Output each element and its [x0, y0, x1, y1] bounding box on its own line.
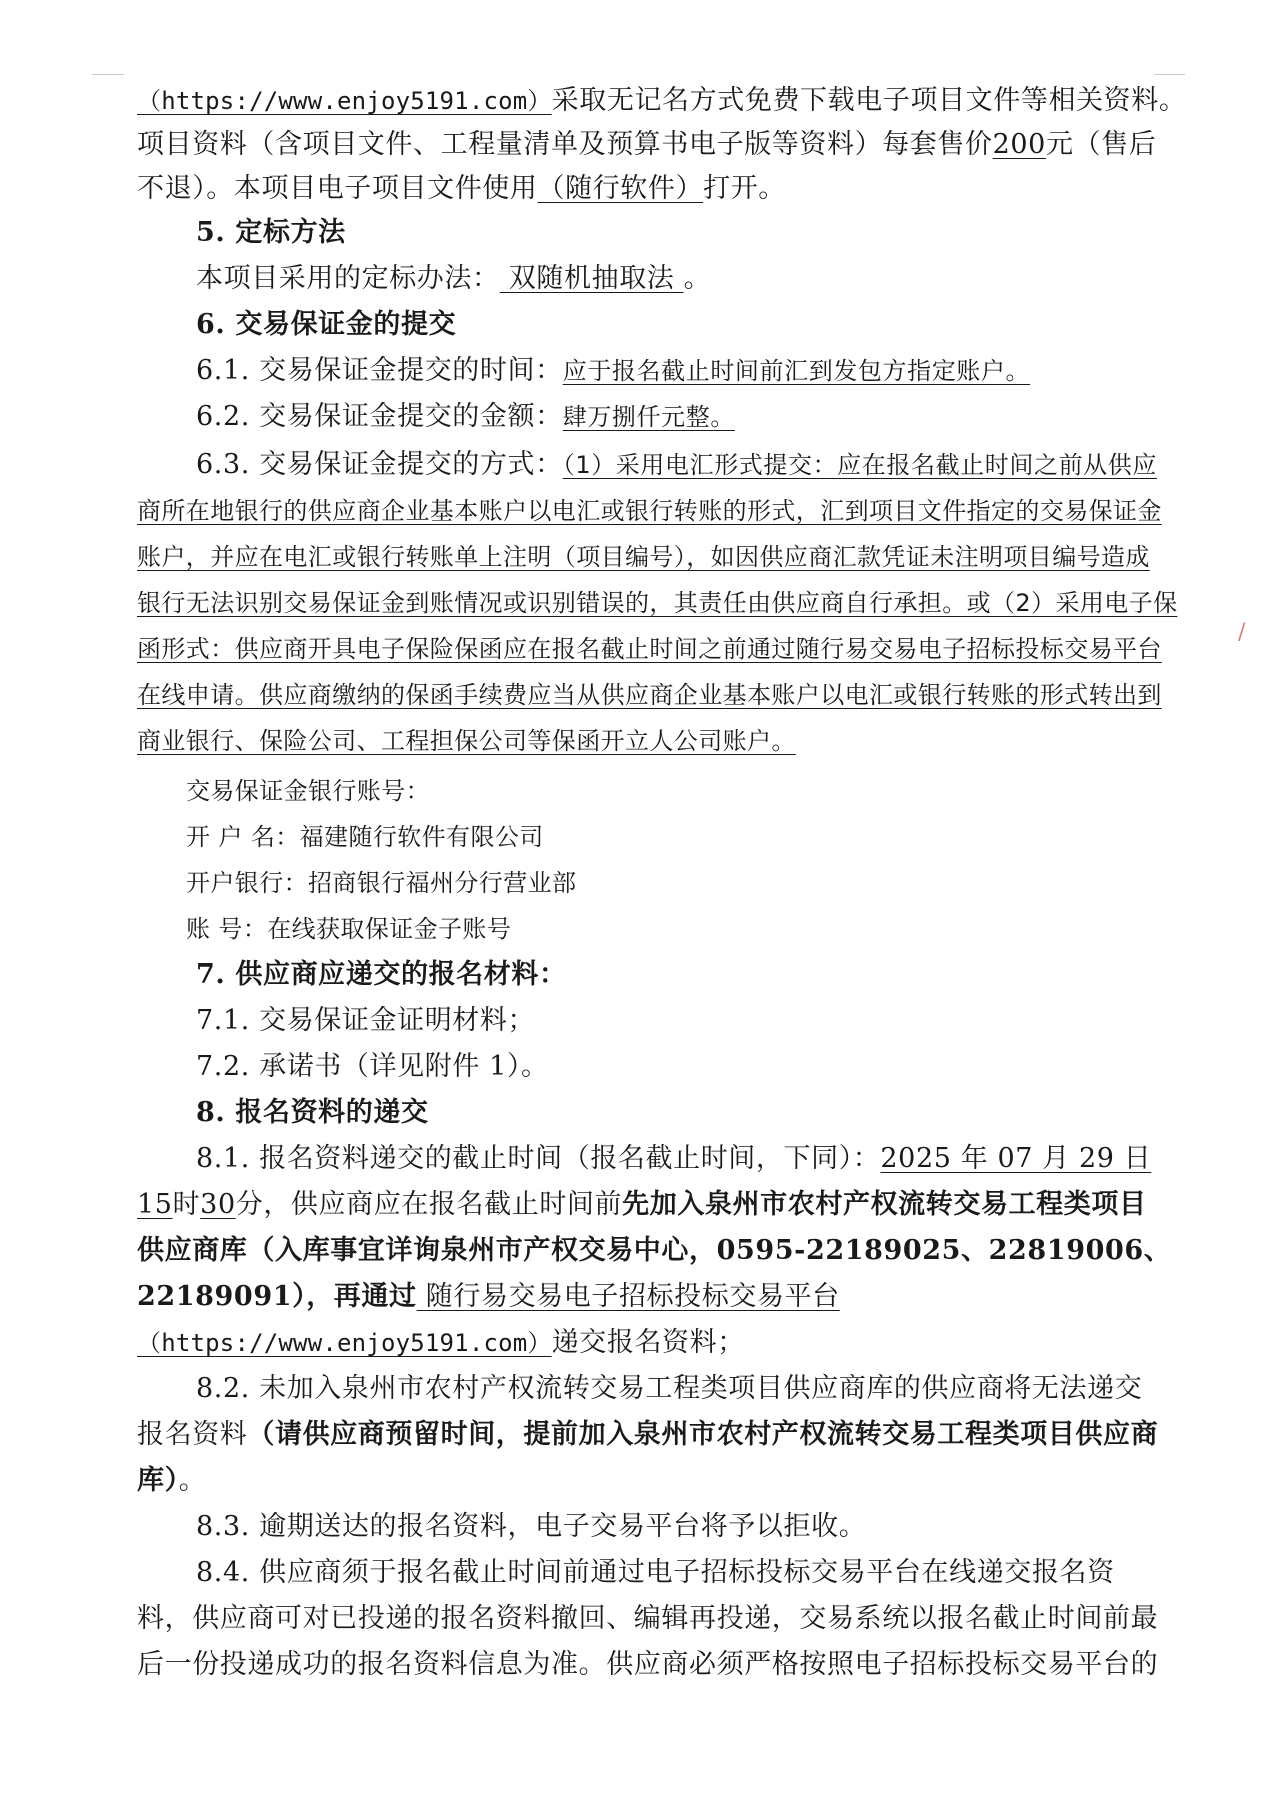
section-7-2: 7.2. 承诺书（详见附件 1）。: [196, 1051, 549, 1082]
deposit-method-line-5: 函形式：供应商开具电子保险保函应在报名截止时间之前通过随行易交易电子招标投标交易平台: [137, 635, 1162, 663]
section-8-4: 8.4. 供应商须于报名截止时间前通过电子招标投标交易平台在线递交报名资: [196, 1557, 1115, 1588]
section-6-2: 6.2. 交易保证金提交的金额：肆万捌仟元整。: [196, 401, 735, 432]
deadline-hour: 15: [137, 1189, 173, 1220]
deposit-method-line-2: 商所在地银行的供应商企业基本账户以电汇或银行转账的形式，汇到项目文件指定的交易保证金: [137, 497, 1162, 525]
deposit-time: 应于报名截止时间前汇到发包方指定账户。: [562, 357, 1031, 385]
section-8-1-line-3: 供应商库（入库事宜详询泉州市产权交易中心，0595-22189025、22819006、: [137, 1235, 1172, 1266]
section-6-title: 6. 交易保证金的提交: [196, 309, 457, 340]
section-8-1: 8.1. 报名资料递交的截止时间（报名截止时间，下同）：2025 年 07 月 29 日: [196, 1143, 1152, 1174]
section-8-3: 8.3. 逾期送达的报名资料，电子交易平台将予以拒收。: [196, 1511, 867, 1542]
section-6-1: 6.1. 交易保证金提交的时间：应于报名截止时间前汇到发包方指定账户。: [196, 355, 1031, 386]
deposit-method-line-4: 银行无法识别交易保证金到账情况或识别错误的，其责任由供应商自行承担。或（2）采用电子保: [137, 589, 1178, 617]
red-stamp-fragment: /: [1238, 620, 1246, 645]
section-8-2-line-3: 库）。: [137, 1465, 207, 1496]
section-8-2-line-2: 报名资料（请供应商预留时间，提前加入泉州市农村产权流转交易工程类项目供应商: [137, 1419, 1159, 1450]
section-6-3: 6.3. 交易保证金提交的方式：（1）采用电汇形式提交：应在报名截止时间之前从供应: [196, 449, 1157, 480]
section-5-body: 本项目采用的定标办法： 双随机抽取法 。: [196, 263, 712, 294]
deposit-method-line-6: 在线申请。供应商缴纳的保函手续费应当从供应商企业基本账户以电汇或银行转账的形式转出到: [137, 681, 1162, 709]
platform-name: 随行易交易电子招标投标交易平台: [416, 1281, 840, 1312]
url-link-2[interactable]: （https://www.enjoy5191.com）: [137, 1329, 552, 1357]
bank-account-name: 开 户 名：福建随行软件有限公司: [186, 823, 544, 851]
url-link[interactable]: （https://www.enjoy5191.com）: [137, 87, 552, 115]
deposit-amount: 肆万捌仟元整。: [562, 403, 735, 431]
deposit-method-line-7: 商业银行、保险公司、工程担保公司等保函开立人公司账户。: [137, 727, 796, 755]
price-value: 200: [992, 129, 1046, 160]
software-name: （随行软件）: [537, 173, 704, 204]
deadline-minute: 30: [200, 1189, 236, 1220]
bank-account-number: 账 号：在线获取保证金子账号: [186, 915, 512, 943]
corner-mark-right: [1155, 74, 1185, 75]
section-5-title: 5. 定标方法: [196, 217, 346, 248]
bank-account-title: 交易保证金银行账号：: [186, 777, 430, 805]
line-3: 不退）。本项目电子项目文件使用（随行软件）打开。: [137, 173, 786, 204]
section-7-1: 7.1. 交易保证金证明材料；: [196, 1005, 536, 1036]
deposit-method-line-1: （1）采用电汇形式提交：应在报名截止时间之前从供应: [562, 451, 1157, 479]
line-1: （https://www.enjoy5191.com）采取无记名方式免费下载电子项目文件等相关资料。: [137, 85, 1187, 116]
section-8-1-line-4: 22189091），再通过 随行易交易电子招标投标交易平台: [137, 1281, 840, 1312]
section-8-2: 8.2. 未加入泉州市农村产权流转交易工程类项目供应商库的供应商将无法递交: [196, 1373, 1143, 1404]
deposit-method-line-3: 账户，并应在电汇或银行转账单上注明（项目编号），如因供应商汇款凭证未注明项目编号造成: [137, 543, 1150, 571]
section-8-4-line-2: 料，供应商可对已投递的报名资料撤回、编辑再投递，交易系统以报名截止时间前最: [137, 1603, 1159, 1634]
section-8-1-line-2: 15时30分，供应商应在报名截止时间前先加入泉州市农村产权流转交易工程类项目: [137, 1189, 1147, 1220]
corner-mark-left: [92, 74, 124, 75]
bank-branch: 开户银行：招商银行福州分行营业部: [186, 869, 577, 897]
section-7-title: 7. 供应商应递交的报名材料：: [196, 959, 567, 990]
award-method: 双随机抽取法: [499, 263, 684, 294]
section-8-4-line-3: 后一份投递成功的报名资料信息为准。供应商必须严格按照电子招标投标交易平台的: [137, 1649, 1159, 1680]
line-2: 项目资料（含项目文件、工程量清单及预算书电子版等资料）每套售价200元（售后: [137, 129, 1157, 160]
deadline-date: 2025 年 07 月 29 日: [880, 1143, 1152, 1174]
section-8-1-line-5: （https://www.enjoy5191.com）递交报名资料；: [137, 1327, 745, 1358]
section-8-title: 8. 报名资料的递交: [196, 1097, 429, 1128]
